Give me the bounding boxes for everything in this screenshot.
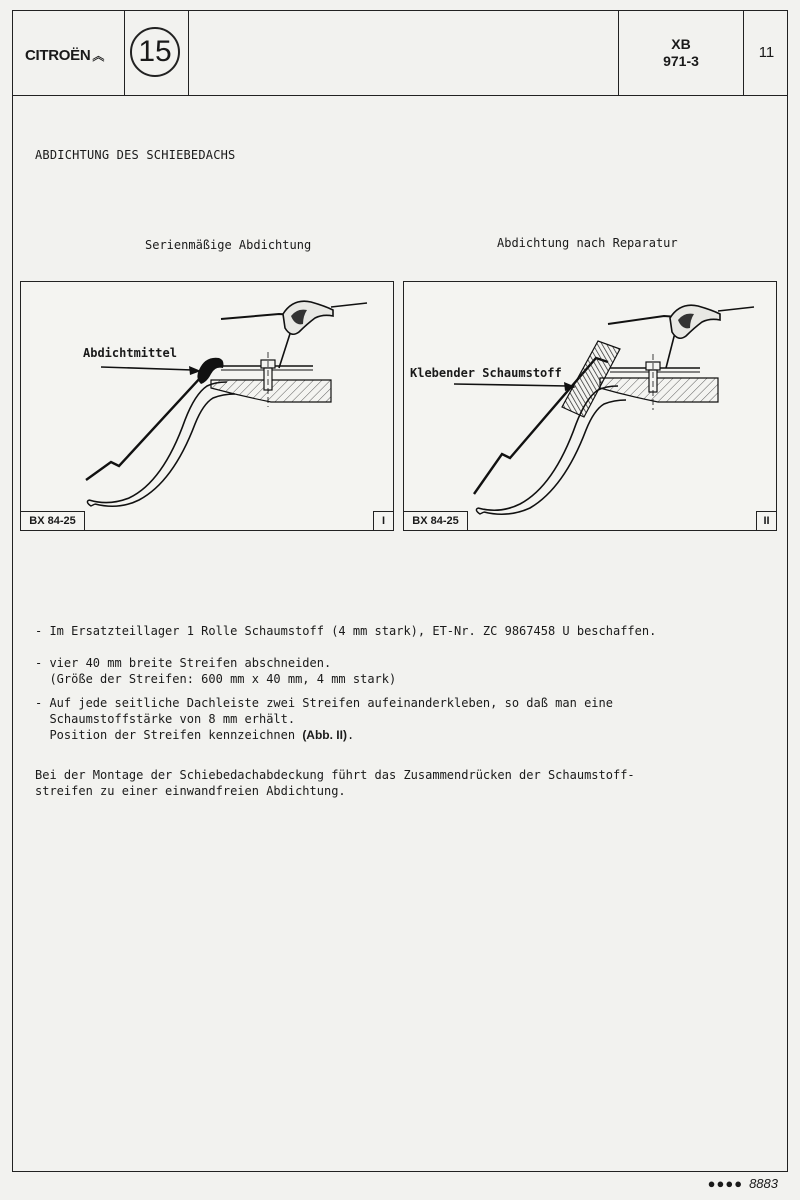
figure-1-number: I (373, 511, 393, 530)
figure-2-callout: Klebender Schaumstoff (410, 366, 562, 380)
page-number: 11 (758, 44, 775, 61)
page-number-cell (744, 11, 789, 95)
header-spacer (189, 11, 619, 95)
footer-dots: ●●●● (707, 1176, 744, 1191)
document-page (12, 10, 788, 1172)
closing-paragraph: Bei der Montage der Schiebedachabdeckung führt das Zusammendrücken der Schaumstoff- streifen zu einer einwandfreien Abdichtung. (35, 768, 635, 798)
header-bar (13, 11, 787, 96)
roof-seal-repair-drawing (404, 282, 778, 532)
footer-code (708, 1176, 778, 1191)
figure-1-callout: Abdichtmittel (83, 346, 177, 360)
figure-2-number: II (756, 511, 776, 530)
brand-text: CITROËN (25, 47, 91, 64)
figure-2-caption: Abdichtung nach Reparatur (497, 236, 678, 250)
double-chevron-icon: ︽ (92, 49, 105, 63)
step-3 (35, 695, 613, 743)
section-cell (125, 11, 189, 95)
figure-1 (20, 281, 394, 531)
reference-line-2: 971-3 (663, 53, 699, 69)
roof-seal-standard-drawing (21, 282, 395, 532)
figure-1-caption: Serienmäßige Abdichtung (145, 238, 312, 252)
brand-logo (25, 47, 104, 64)
figure-1-code: BX 84-25 (21, 511, 85, 530)
section-title: ABDICHTUNG DES SCHIEBEDACHS (35, 148, 236, 162)
figure-2-code: BX 84-25 (404, 511, 468, 530)
step-3-figure-ref: (Abb. II) (302, 728, 347, 742)
section-number: 15 (130, 27, 180, 77)
footer-number: 8883 (749, 1176, 778, 1191)
reference-cell (619, 11, 744, 95)
reference-code (619, 36, 743, 70)
step-3-period: . (346, 728, 355, 742)
step-2: - vier 40 mm breite Streifen abschneiden. (Größe der Streifen: 600 mm x 40 mm, 4 mm stark) (35, 656, 397, 686)
step-3-text: - Auf jede seitliche Dachleiste zwei Streifen aufeinanderkleben, so daß man eine Schaumstoffstärke von 8 mm erhält. Position der Streifen kennzeichnen (35, 696, 613, 742)
step-1: - Im Ersatzteillager 1 Rolle Schaumstoff (4 mm stark), ET-Nr. ZC 9867458 U beschaffen. (35, 624, 657, 638)
logo-cell (13, 11, 125, 95)
reference-line-1: XB (671, 36, 691, 52)
figure-2 (403, 281, 777, 531)
